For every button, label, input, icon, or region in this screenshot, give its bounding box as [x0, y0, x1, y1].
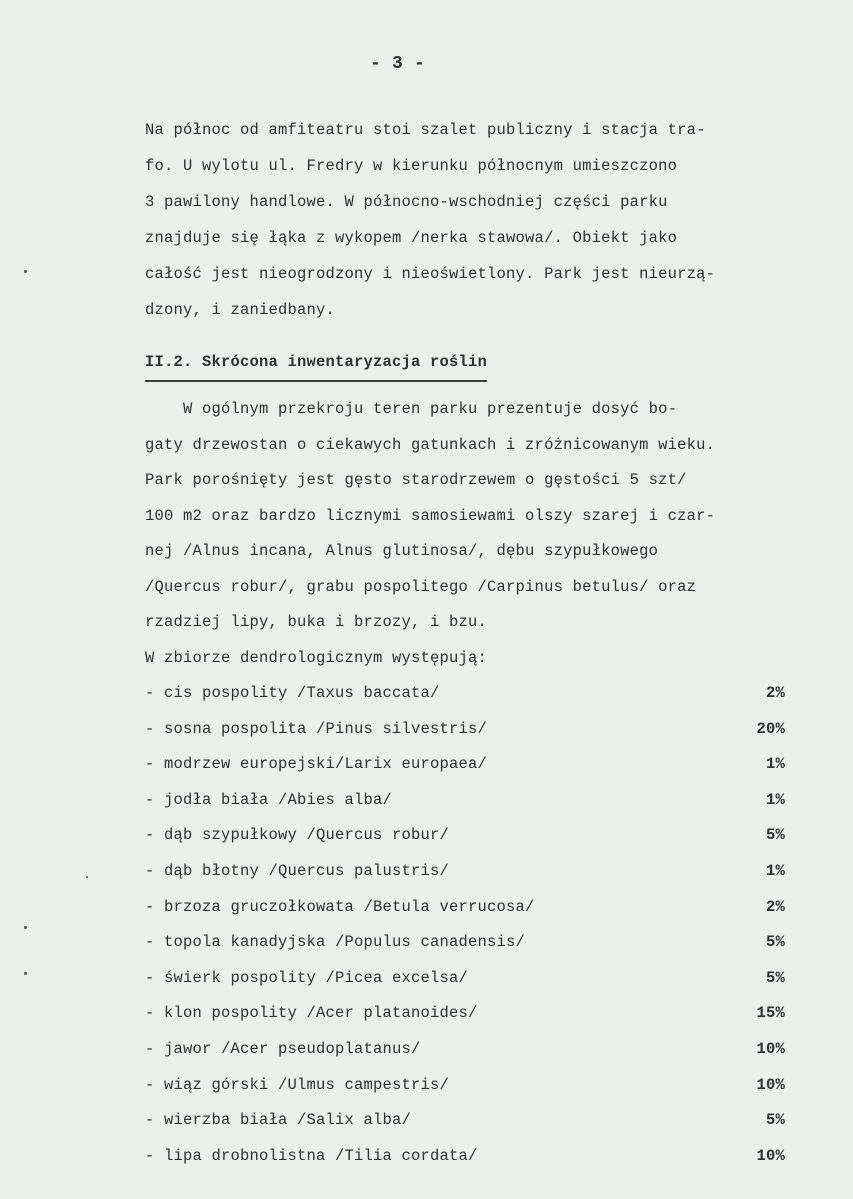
paragraph-line: znajduje się łąka z wykopem /nerka stawowa/. Obiekt jako [145, 229, 678, 247]
paragraph-line: W zbiorze dendrologicznym występują: [145, 648, 488, 667]
paper-speck [86, 876, 88, 878]
list-item [145, 747, 785, 783]
list-item [145, 1032, 785, 1068]
species-name: - wiąz górski /Ulmus campestris/ [145, 1075, 450, 1094]
species-percent: 2% [765, 684, 785, 702]
section-paragraph [145, 392, 785, 676]
species-percent: 5% [765, 1111, 785, 1130]
species-percent: 10% [756, 1075, 785, 1094]
species-name: - klon pospolity /Acer platanoides/ [145, 1004, 478, 1023]
species-percent: 1% [765, 755, 785, 774]
species-name: - jodła biała /Abies alba/ [145, 790, 393, 809]
section-heading: II.2. Skrócona inwentaryzacja roślin [145, 344, 487, 382]
list-item [145, 996, 785, 1032]
species-name: - lipa drobnolistna /Tilia cordata/ [145, 1146, 478, 1165]
paragraph-line: całość jest nieogrodzony i nieoświetlony. Park jest nieurzą- [145, 265, 716, 283]
species-percent: 5% [765, 826, 785, 845]
species-percent: 20% [756, 719, 785, 738]
paper-speck [24, 972, 27, 975]
species-percent: 2% [765, 897, 785, 916]
paragraph-line: /Quercus robur/, grabu pospolitego /Carpinus betulus/ oraz [145, 577, 697, 596]
list-item [145, 854, 785, 890]
paragraph-line: nej /Alnus incana, Alnus glutinosa/, dębu szypułkowego [145, 542, 659, 560]
species-name: - świerk pospolity /Picea excelsa/ [145, 968, 469, 987]
list-item [145, 961, 785, 997]
species-percent: 5% [765, 968, 785, 987]
species-percent: 10% [756, 1146, 785, 1165]
list-item [145, 1139, 785, 1175]
species-name: - dąb błotny /Quercus palustris/ [145, 861, 450, 880]
paper-speck [24, 926, 27, 929]
paper-speck [24, 270, 27, 273]
page-number: - 3 - [369, 54, 425, 74]
species-name: - jawor /Acer pseudoplatanus/ [145, 1039, 421, 1058]
intro-paragraph [145, 112, 785, 328]
species-percent: 1% [765, 861, 785, 880]
list-item [145, 925, 785, 961]
paragraph-line: Park porośnięty jest gęsto starodrzewem o gęstości 5 szt/ [145, 471, 687, 489]
paragraph-line: 3 pawilony handlowe. W północno-wschodniej części parku [145, 193, 668, 211]
species-percent: 15% [756, 1004, 785, 1023]
paragraph-line: gaty drzewostan o ciekawych gatunkach i zróżnicowanym wieku. [145, 435, 716, 454]
species-name: - sosna pospolita /Pinus silvestris/ [145, 719, 488, 738]
paragraph-line: W ogólnym przekroju teren parku prezentuje dosyć bo- [145, 400, 678, 418]
species-name: - wierzba biała /Salix alba/ [145, 1111, 412, 1130]
species-list [145, 676, 785, 1174]
list-item [145, 712, 785, 748]
paragraph-line: fo. U wylotu ul. Fredry w kierunku północnym umieszczono [145, 157, 678, 175]
species-name: - modrzew europejski/Larix europaea/ [145, 755, 488, 774]
list-item [145, 890, 785, 926]
paragraph-line: 100 m2 oraz bardzo licznymi samosiewami olszy szarej i czar- [145, 506, 716, 525]
paragraph-line: Na północ od amfiteatru stoi szalet publiczny i stacja tra- [145, 121, 706, 139]
species-name: - cis pospolity /Taxus baccata/ [145, 684, 440, 702]
species-percent: 10% [756, 1039, 785, 1058]
paragraph-line: rzadziej lipy, buka i brzozy, i bzu. [145, 613, 488, 631]
species-name: - topola kanadyjska /Populus canadensis/ [145, 933, 526, 952]
species-name: - dąb szypułkowy /Quercus robur/ [145, 826, 450, 845]
list-item [145, 1103, 785, 1139]
list-item [145, 676, 785, 712]
species-percent: 5% [765, 933, 785, 952]
list-item [145, 1068, 785, 1104]
species-percent: 1% [765, 790, 785, 809]
list-item [145, 783, 785, 819]
list-item [145, 818, 785, 854]
species-name: - brzoza gruczołkowata /Betula verrucosa/ [145, 897, 535, 916]
paragraph-line: dzony, i zaniedbany. [145, 301, 336, 319]
